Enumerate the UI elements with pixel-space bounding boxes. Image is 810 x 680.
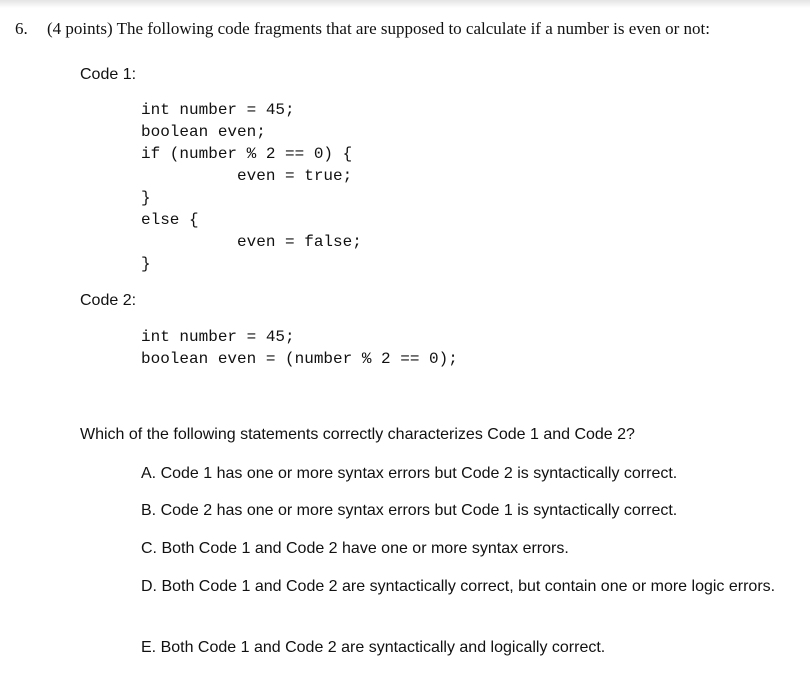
question-prompt: Which of the following statements correctly characterizes Code 1 and Code 2? [80, 426, 635, 443]
code-line: else { [141, 211, 199, 229]
code-line: if (number % 2 == 0) { [141, 145, 353, 163]
code-line: even = true; [141, 167, 353, 185]
code2-label: Code 2: [80, 292, 137, 309]
code-line: } [141, 189, 151, 207]
top-edge-shadow [0, 0, 810, 8]
option-a: A. Code 1 has one or more syntax errors but Code 2 is syntactically correct. [141, 465, 678, 482]
code-line: int number = 45; [141, 101, 295, 119]
code-line: boolean even; [141, 123, 266, 141]
question-heading [15, 19, 710, 39]
code-line: even = false; [141, 233, 362, 251]
question-number: 6. [15, 19, 28, 38]
code-line: boolean even = (number % 2 == 0); [141, 350, 458, 368]
code-line: int number = 45; [141, 328, 295, 346]
code1-label: Code 1: [80, 66, 137, 83]
option-b: B. Code 2 has one or more syntax errors but Code 1 is syntactically correct. [141, 502, 678, 519]
code1-block [141, 99, 362, 275]
option-d: D. Both Code 1 and Code 2 are syntactically correct, but contain one or more logic errors. [141, 578, 776, 595]
option-c: C. Both Code 1 and Code 2 have one or more syntax errors. [141, 540, 569, 557]
question-text: (4 points) The following code fragments that are supposed to calculate if a number is even or not: [47, 19, 710, 38]
code2-block [141, 326, 458, 370]
option-e: E. Both Code 1 and Code 2 are syntactically and logically correct. [141, 639, 606, 656]
code-line: } [141, 255, 151, 273]
